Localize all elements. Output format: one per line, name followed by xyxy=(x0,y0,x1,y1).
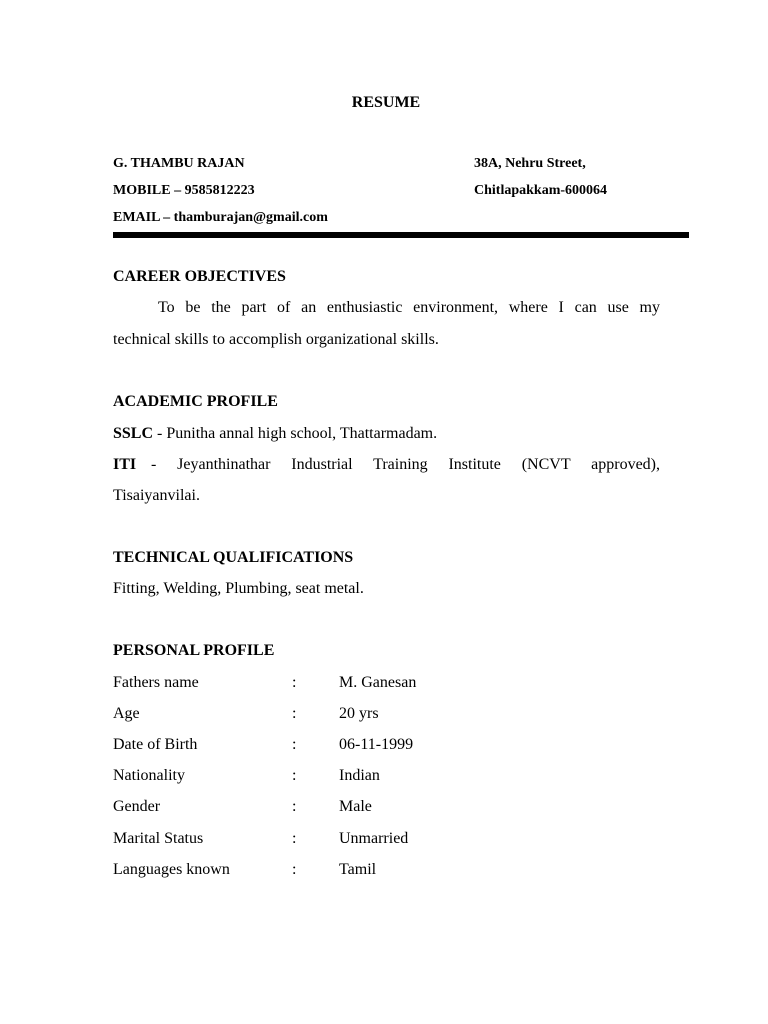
pp-colon: : xyxy=(292,830,297,847)
technical-qualifications-heading: TECHNICAL QUALIFICATIONS xyxy=(113,549,354,566)
sslc-label: SSLC xyxy=(113,425,154,442)
academic-profile-heading: ACADEMIC PROFILE xyxy=(113,393,278,410)
contact-name: G. THAMBU RAJAN xyxy=(113,156,245,171)
pp-value-nationality: Indian xyxy=(339,767,380,784)
pp-colon: : xyxy=(292,861,297,878)
iti-label: ITI xyxy=(113,456,137,473)
pp-label-languages-known: Languages known xyxy=(113,861,230,878)
contact-email: EMAIL – thamburajan@gmail.com xyxy=(113,210,328,225)
iti-text-line2: Tisaiyanvilai. xyxy=(113,487,200,504)
pp-value-age: 20 yrs xyxy=(339,705,379,722)
pp-colon: : xyxy=(292,705,297,722)
contact-address-line1: 38A, Nehru Street, xyxy=(474,156,586,171)
iti-text-line1: - Jeyanthinathar Industrial Training Institute (NCVT approved), xyxy=(151,456,660,473)
contact-mobile: MOBILE – 9585812223 xyxy=(113,183,255,198)
pp-value-fathers-name: M. Ganesan xyxy=(339,674,417,691)
pp-label-marital-status: Marital Status xyxy=(113,830,204,847)
sslc-text: - Punitha annal high school, Thattarmadam. xyxy=(153,425,438,442)
pp-value-gender: Male xyxy=(339,798,372,815)
technical-qualifications-text: Fitting, Welding, Plumbing, seat metal. xyxy=(113,580,364,597)
pp-colon: : xyxy=(292,736,297,753)
pp-value-languages-known: Tamil xyxy=(339,861,377,878)
career-objectives-line2: technical skills to accomplish organizational skills. xyxy=(113,331,439,348)
document-title: RESUME xyxy=(351,94,421,111)
pp-colon: : xyxy=(292,767,297,784)
pp-colon: : xyxy=(292,674,297,691)
pp-label-age: Age xyxy=(113,705,140,722)
career-objectives-line1: To be the part of an enthusiastic environment, where I can use my xyxy=(158,299,660,316)
academic-sslc-line xyxy=(113,425,437,443)
pp-label-gender: Gender xyxy=(113,798,161,815)
pp-label-date-of-birth: Date of Birth xyxy=(113,736,198,753)
pp-colon: : xyxy=(292,798,297,815)
career-objectives-heading: CAREER OBJECTIVES xyxy=(113,268,286,285)
pp-value-marital-status: Unmarried xyxy=(339,830,409,847)
pp-value-date-of-birth: 06-11-1999 xyxy=(339,736,414,753)
personal-profile-heading: PERSONAL PROFILE xyxy=(113,642,275,659)
contact-address-line2: Chitlapakkam-600064 xyxy=(474,183,608,198)
header-divider xyxy=(113,232,689,238)
pp-label-nationality: Nationality xyxy=(113,767,185,784)
pp-label-fathers-name: Fathers name xyxy=(113,674,199,691)
